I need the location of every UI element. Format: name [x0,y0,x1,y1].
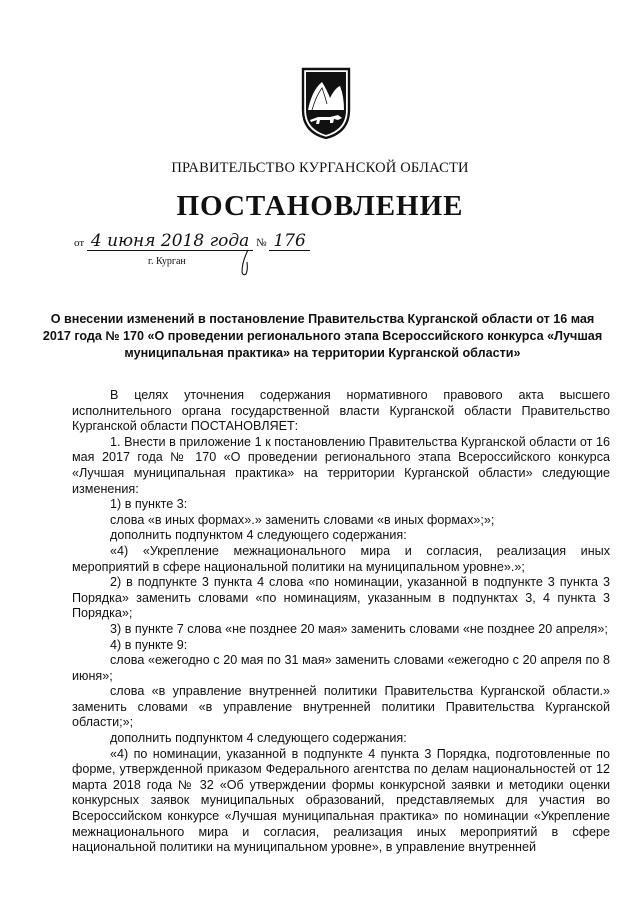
paragraph: дополнить подпунктом 4 следующего содержания: [110,528,407,543]
paragraph: 2) в подпункте 3 пункта 4 слова «по номинации, указанной в подпункте 3 пункта 3 Порядка» заменить словами «по номинациям, указанным в подпунктах 3, 4 пункта 3 Порядка»; [72,575,610,621]
paragraph: В целях уточнения содержания нормативного правового акта высшего исполнительного органа государственной власти Курганской области Правительство Курганской области ПОСТАНОВЛЯЕТ: [72,388,610,434]
paragraph: 3) в пункте 7 слова «не позднее 20 мая» заменить словами «не позднее 20 апреля»; [110,621,608,636]
paragraph: слова «ежегодно с 20 мая по 31 мая» заменить словами «ежегодно с 20 апреля по 8 июня»; [72,653,610,683]
document-body [72,388,610,856]
paragraph: 4) в пункте 9: [110,637,188,652]
paragraph: слова «в иных формах».» заменить словами «в иных формах»;»; [110,512,495,527]
paragraph: 1. Внести в приложение 1 к постановлению Правительства Курганской области от 16 мая 2017 года № 170 «О проведении регионального этапа Всероссийского конкурса «Лучшая муниципальная практика» на территории Курганской области» следующие изменения: [72,434,610,496]
signature-stroke [236,248,256,278]
coat-of-arms-icon [300,66,352,140]
paragraph: 1) в пункте 3: [110,497,188,512]
paragraph: дополнить подпунктом 4 следующего содержания: [110,731,407,746]
document-title: О внесении изменений в постановление Правительства Курганской области от 16 мая 2017 года № 170 «О проведении регионального этапа Всероссийского конкурса «Лучшая муниципальная практика» на территории Курганской области» [42,312,603,360]
decree-number: 176 [269,232,309,251]
paragraph: слова «в управление внутренней политики Правительства Курганской области.» заменить словами «в управление внутренней политики Правительства Курганской области;»; [72,684,610,730]
city-label: г. Курган [148,256,186,267]
date-number-line [74,232,310,251]
from-label: от [74,237,85,249]
number-label: № [256,237,267,249]
government-name: ПРАВИТЕЛЬСТВО КУРГАНСКОЙ ОБЛАСТИ [171,160,469,176]
paragraph: «4) «Укрепление межнационального мира и согласия, реализация иных мероприятий в сфере национальной политики на муниципальном уровне».»; [72,543,610,574]
decree-date: 4 июня 2018 года [87,232,253,251]
document-type-heading: ПОСТАНОВЛЕНИЕ [176,190,464,222]
paragraph: «4) по номинации, указанной в подпункте 4 пункта 3 Порядка, подготовленные по форме, утвержденной приказом Федерального агентства по делам национальностей от 12 марта 2018 года № 32 «Об утверждении формы конкурсной заявки и методики оценки конкурсных заявок муниципальных образований, представляемых для участия во Всероссийском конкурсе «Лучшая муниципальная практика» по номинации «Укрепление межнационального мира и согласия, реализация иных мероприятий в сфере национальной политики на муниципальном уровне», в управление внутренней [72,746,610,855]
